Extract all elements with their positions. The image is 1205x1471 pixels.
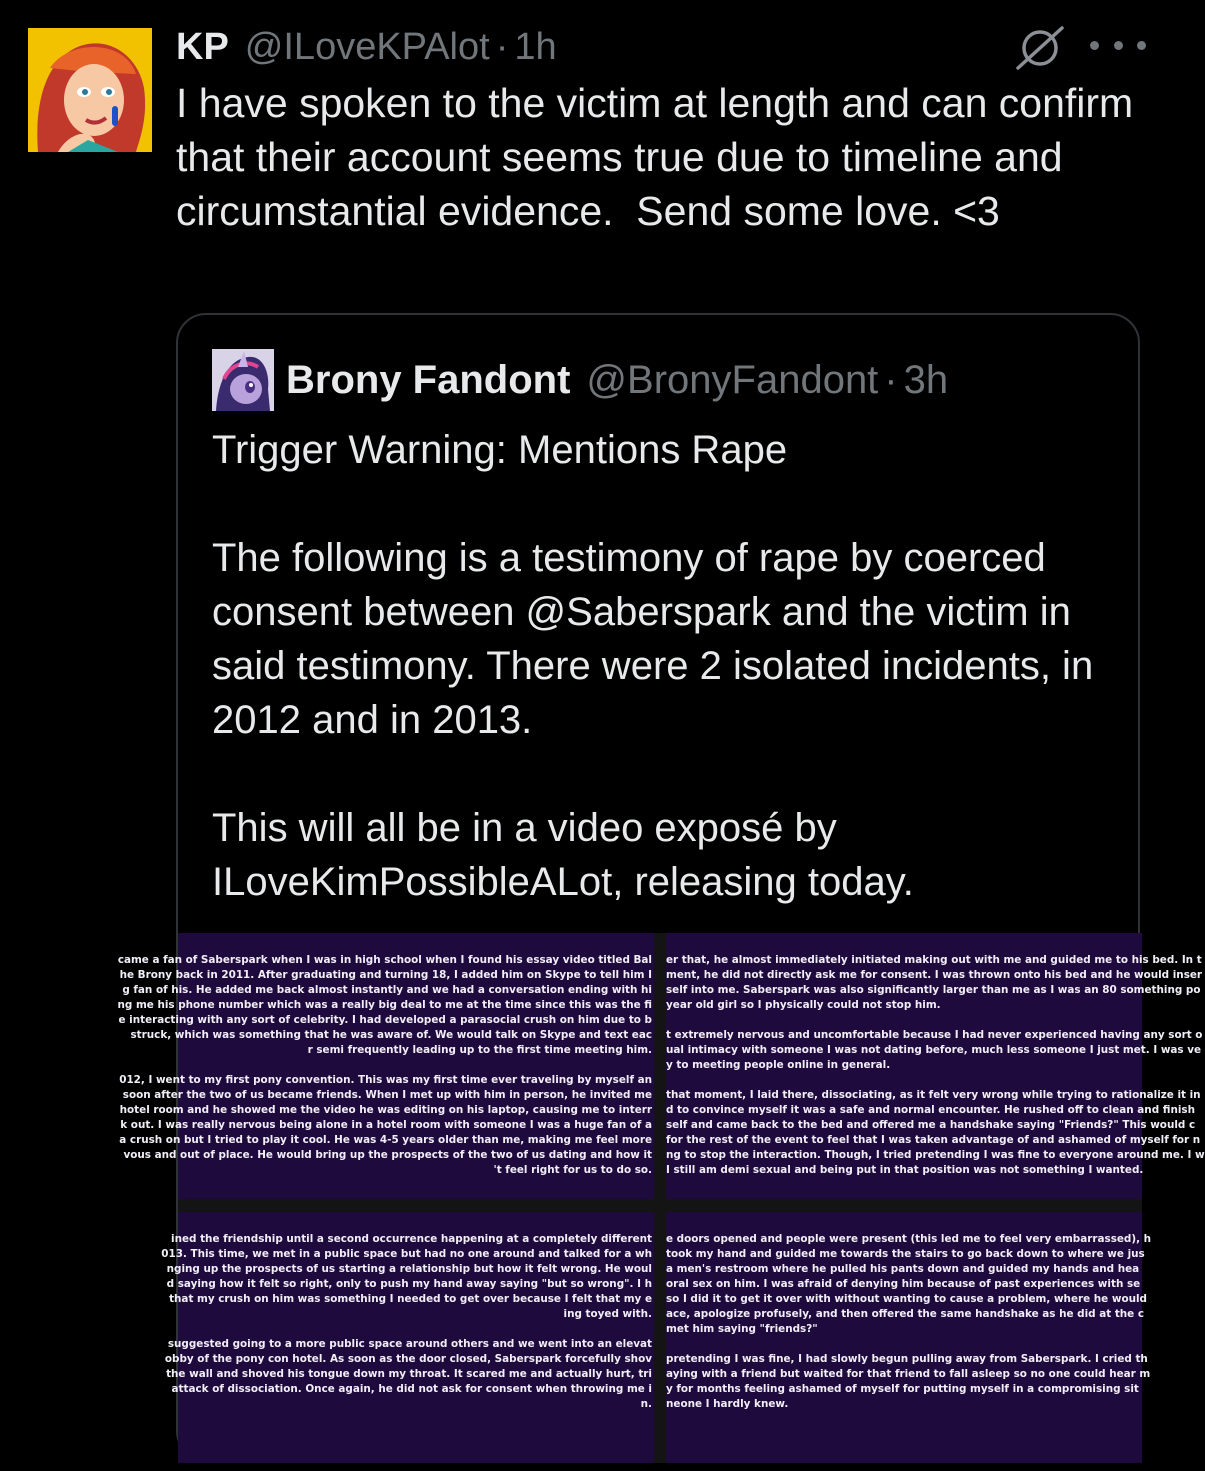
testimony-line: e interacting with any sort of celebrity. I had developed a parasocial crush on him due to b [118, 1014, 652, 1026]
testimony-line: oral sex on him. I was afraid of denying him because of past experiences with se [666, 1278, 1141, 1290]
author-handle[interactable]: @ILoveKPAlot [244, 25, 490, 68]
testimony-line: er that, he almost immediately initiated making out with me and guided me to his bed. In t [666, 954, 1202, 966]
testimony-text [118, 953, 653, 1178]
testimony-line: 013. This time, we met in a public space but had no one around and talked for a wh [161, 1248, 652, 1260]
testimony-line: pretending I was fine, I had slowly begun pulling away from Saberspark. I cried th [666, 1353, 1148, 1365]
testimony-line [118, 1058, 653, 1073]
testimony-line: self and came back to the bed and offered me a handshake saying "Friends?" This would c [666, 1119, 1196, 1131]
testimony-line: ined the friendship until a second occurrence happening at a completely different [171, 1233, 652, 1245]
testimony-line: that moment, I laid there, dissociating, as it felt very wrong while trying to rationalize it in [666, 1089, 1201, 1101]
testimony-line: obby of the pony con hotel. As soon as the door closed, Saberspark forcefully shov [164, 1353, 652, 1365]
testimony-line: suggested going to a more public space around others and we went into an elevat [167, 1338, 652, 1350]
quoted-paragraph: This will all be in a video exposé by ILoveKimPossibleALot, releasing today. [212, 806, 914, 904]
testimony-line: y to meeting people online in general. [666, 1059, 891, 1071]
testimony-line: neone I hardly knew. [666, 1398, 789, 1410]
separator: · [495, 25, 509, 68]
testimony-line: self into me. Saberspark was also significantly larger than me as I was an 80 something po [666, 984, 1201, 996]
testimony-line: 't feel right for us to do so. [493, 1164, 652, 1176]
quoted-paragraph: The following is a testimony of rape by coerced consent between @Saberspark and the victim in said testimony. There were 2 isolated incidents, in 2012 and in 2013. [212, 536, 1094, 742]
quoted-author-handle[interactable]: @BronyFandont [586, 357, 879, 402]
testimony-line: d saying how it felt so right, only to push my hand away saying "but so wrong". I h [166, 1278, 652, 1290]
quoted-tweet-text [212, 423, 1112, 963]
dot-icon [1114, 41, 1123, 50]
testimony-line: aying with a friend but waited for that friend to fall asleep so no one could hear m [666, 1368, 1151, 1380]
testimony-text [161, 1232, 652, 1412]
tweet-text: I have spoken to the victim at length and can confirm that their account seems true due to timeline and circumstantial evidence. Send some love. <3 [176, 80, 1145, 234]
testimony-line: t extremely nervous and uncomfortable because I had never experienced having any sort o [666, 1029, 1203, 1041]
testimony-line: met him saying "friends?" [666, 1323, 818, 1335]
testimony-line [666, 1013, 1205, 1028]
testimony-line: n. [640, 1398, 652, 1410]
testimony-line: nging up the prospects of us starting a relationship but how it felt wrong. He woul [166, 1263, 652, 1275]
testimony-line: took my hand and guided me towards the stairs to go back down to where we jus [666, 1248, 1145, 1260]
tweet-time[interactable]: 1h [514, 25, 557, 68]
testimony-line: ng to stop the interaction. Though, I tried pretending I was fine to everyone around me. I w [666, 1149, 1205, 1161]
testimony-line [666, 1337, 1151, 1352]
testimony-line: e doors opened and people were present (this led me to feel very embarrassed), h [666, 1233, 1152, 1245]
dot-icon [1137, 41, 1146, 50]
testimony-line: vous and out of place. He would bring up the prospects of the two of us dating and how it [123, 1149, 652, 1161]
testimony-line: r semi frequently leading up to the first time meeting him. [307, 1044, 652, 1056]
testimony-line: g fan of his. He added me back almost instantly and we had a conversation ending with hi [122, 984, 652, 996]
quoted-paragraph: Trigger Warning: Mentions Rape [212, 428, 788, 472]
testimony-line: the wall and shoved his tongue down my throat. It scared me and actually hurt, tri [166, 1368, 652, 1380]
testimony-line [666, 1073, 1205, 1088]
testimony-line: I still am demi sexual and being put in that position was not something I wanted. [666, 1164, 1144, 1176]
quoted-tweet-time[interactable]: 3h [903, 357, 949, 402]
testimony-line: 012, I went to my first pony convention. This was my first time ever traveling by myself an [119, 1074, 652, 1086]
author-avatar[interactable] [28, 28, 152, 152]
testimony-line: k out. I was really nervous being alone in a hotel room with someone I was a huge fan of a [120, 1119, 652, 1131]
testimony-line: y for months feeling ashamed of myself for putting myself in a compromising sit [666, 1383, 1139, 1395]
testimony-line: ment, he did not directly ask me for consent. I was thrown onto his bed and he would inser [666, 969, 1203, 981]
testimony-line: a crush on but I tried to play it cool. He was 4-5 years older than me, making me feel more [119, 1134, 652, 1146]
dot-icon [1090, 41, 1099, 50]
separator: · [884, 357, 898, 402]
more-options-icon[interactable] [1090, 30, 1146, 60]
quoted-tweet[interactable] [117, 313, 1205, 1461]
media-image-3[interactable] [161, 1212, 654, 1463]
media-image-4[interactable] [666, 1212, 1152, 1463]
testimony-line: d to convince myself it was a safe and normal encounter. He rushed off to clean and finish [666, 1104, 1195, 1116]
testimony-line: came a fan of Saberspark when I was in high school when I found his essay video titled Bal [117, 954, 652, 966]
testimony-line: that my crush on him was something I needed to get over because I felt that my e [169, 1293, 652, 1305]
testimony-line: hotel room and he showed me the video he was editing on his laptop, causing me to interr [119, 1104, 652, 1116]
media-image-2[interactable] [666, 933, 1205, 1199]
testimony-line: year old girl so I physically could not stop him. [666, 999, 941, 1011]
quoted-author-avatar[interactable] [212, 349, 274, 411]
testimony-line: so I did it to get it over with without wanting to cause a problem, where he would [666, 1293, 1147, 1305]
media-image-1[interactable] [117, 933, 654, 1199]
cursive-logo-icon [1014, 26, 1066, 70]
testimony-line: ng me his phone number which was a really big deal to me at the time since this was the fi [117, 999, 652, 1011]
media-grid [117, 933, 1205, 1463]
testimony-line: a men's restroom where he pulled his pants down and guided my hands and hea [666, 1263, 1140, 1275]
quoted-author-name[interactable]: Brony Fandont [286, 357, 571, 402]
testimony-line: soon after the two of us became friends. When I met up with him in person, he invited me [122, 1089, 652, 1101]
testimony-line: he Brony back in 2011. After graduating and turning 18, I added him on Skype to tell him I [119, 969, 652, 981]
testimony-line: attack of dissociation. Once again, he did not ask for consent when throwing me i [171, 1383, 652, 1395]
testimony-line: ual intimacy with someone I was not dating before, much less someone I just met. I was ve [666, 1044, 1202, 1056]
testimony-text [666, 953, 1205, 1178]
author-name[interactable]: KP [176, 25, 229, 68]
testimony-line [161, 1322, 652, 1337]
testimony-line: struck, which was something that he was aware of. We would talk on Skype and text eac [130, 1029, 652, 1041]
testimony-line: ace, apologize profusely, and then offered the same handshake as he did at the c [666, 1308, 1145, 1320]
testimony-line: for the rest of the event to feel that I was taken advantage of and ashamed of myself for n [666, 1134, 1201, 1146]
testimony-line: ing toyed with. [563, 1308, 652, 1320]
testimony-text [666, 1232, 1151, 1412]
quoted-tweet-header [286, 353, 1128, 407]
